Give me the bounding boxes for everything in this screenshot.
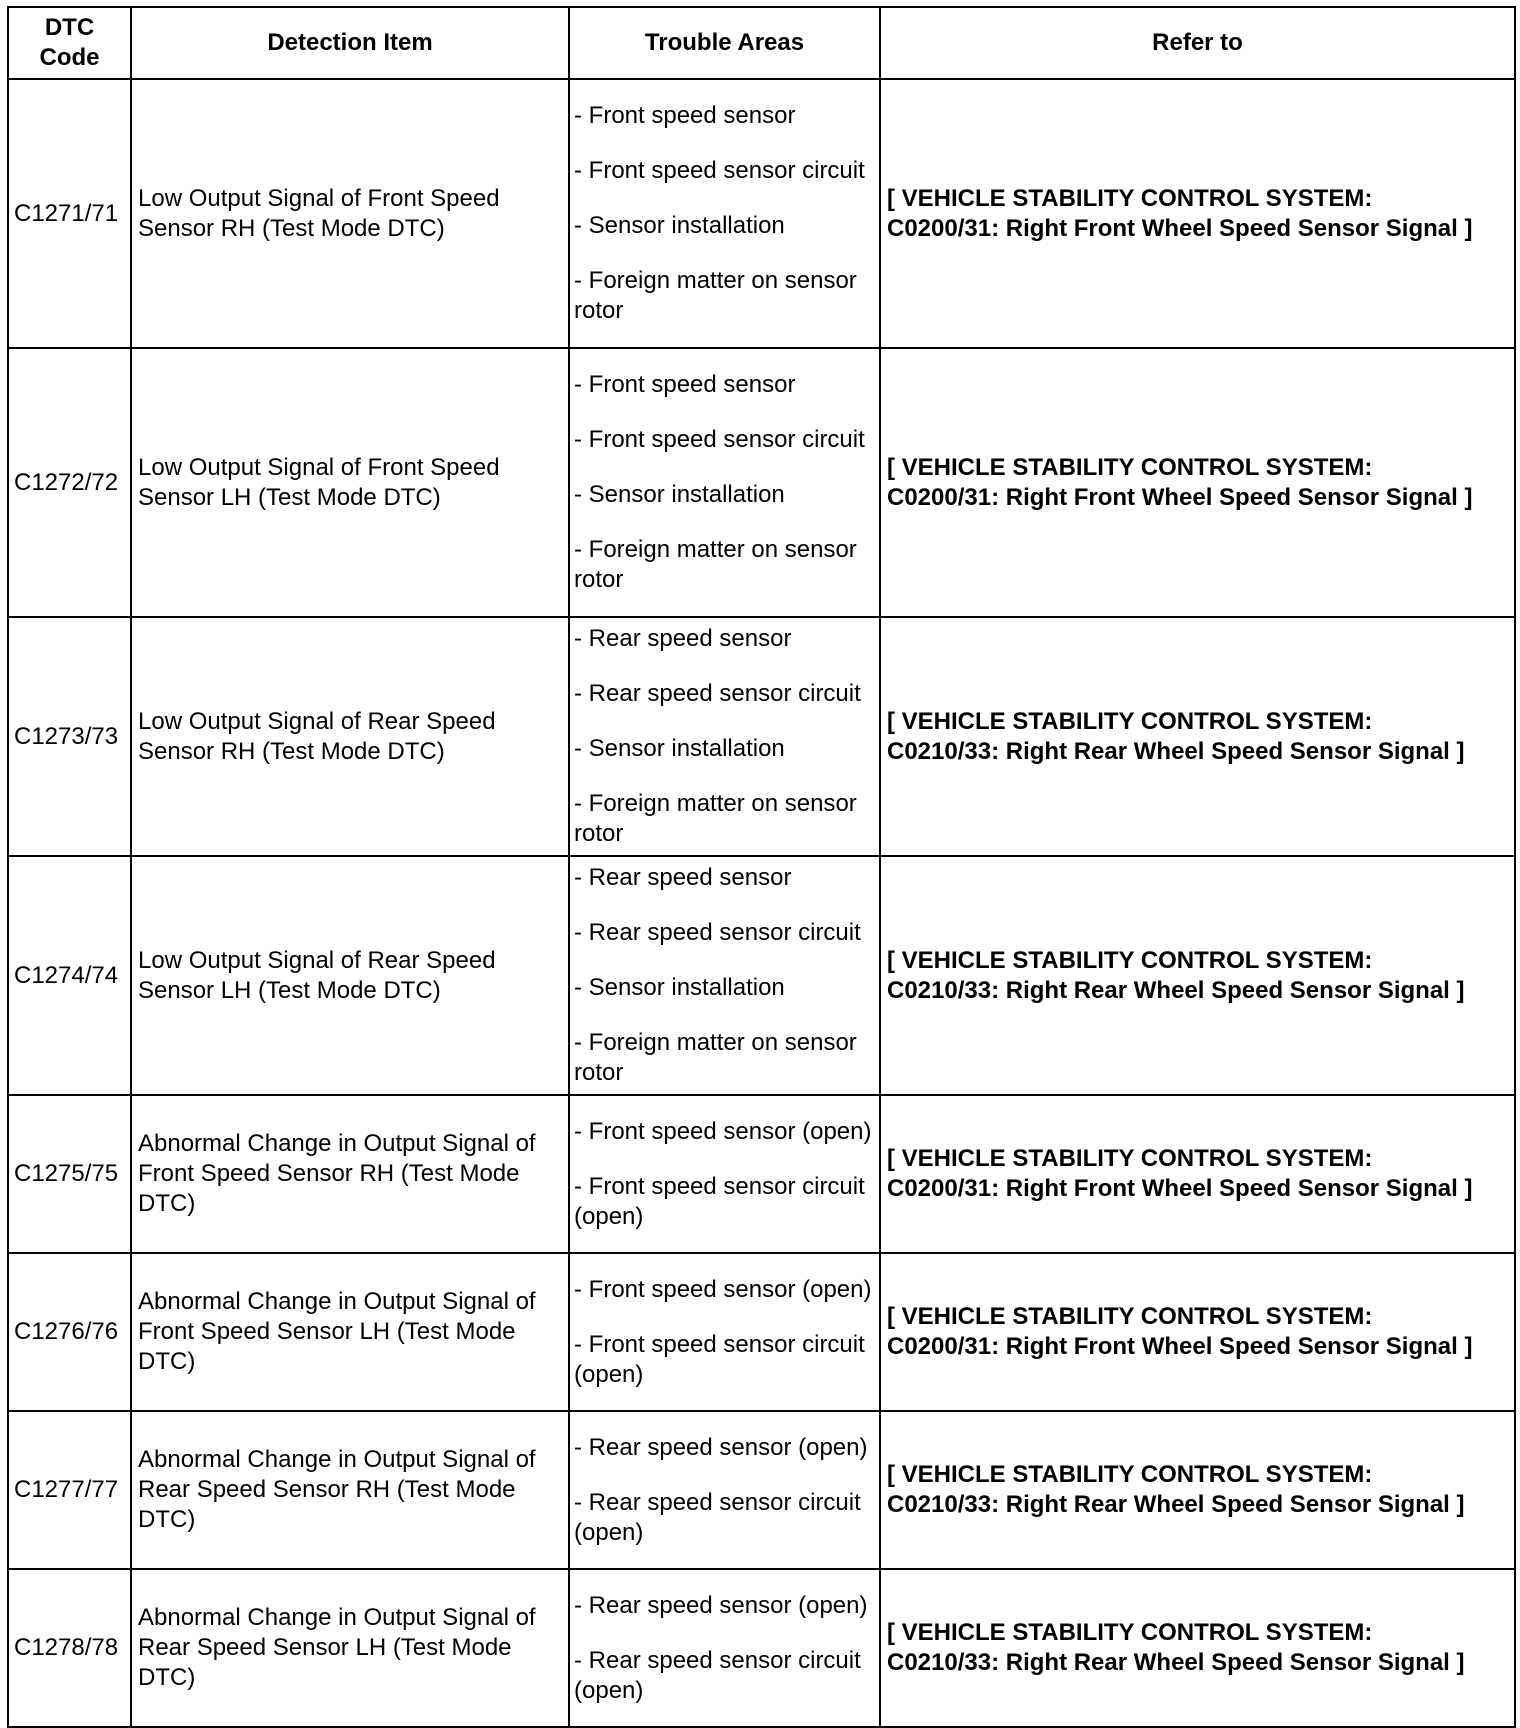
refer-link-line1[interactable]: [ VEHICLE STABILITY CONTROL SYSTEM: bbox=[887, 453, 1373, 481]
refer-link-line2[interactable]: C0200/31: Right Front Wheel Speed Sensor Signal ] bbox=[887, 214, 1473, 242]
trouble-area-item: - Front speed sensor (open) bbox=[574, 1117, 872, 1145]
trouble-area-item: - Rear speed sensor circuit (open) bbox=[574, 1488, 861, 1546]
refer-to-cell bbox=[880, 1411, 1515, 1569]
refer-link-line2[interactable]: C0210/33: Right Rear Wheel Speed Sensor Signal ] bbox=[887, 976, 1465, 1004]
trouble-area-item: - Sensor installation bbox=[574, 735, 785, 762]
dtc-code-cell: C1277/77 bbox=[8, 1411, 131, 1569]
table-row bbox=[8, 1411, 1515, 1569]
refer-link-line2[interactable]: C0210/33: Right Rear Wheel Speed Sensor Signal ] bbox=[887, 1649, 1465, 1676]
dtc-table bbox=[7, 6, 1516, 1728]
trouble-area-item: - Front speed sensor circuit bbox=[574, 157, 865, 184]
refer-link-line1[interactable]: [ VEHICLE STABILITY CONTROL SYSTEM: bbox=[887, 1619, 1373, 1646]
header-dtc-code-line2: Code bbox=[39, 44, 100, 71]
trouble-area-item: - Sensor installation bbox=[574, 481, 785, 508]
trouble-area-item: - Front speed sensor bbox=[574, 102, 796, 129]
refer-link-line2[interactable]: C0210/33: Right Rear Wheel Speed Sensor Signal ] bbox=[887, 1491, 1465, 1518]
dtc-code-cell: C1272/72 bbox=[8, 348, 131, 617]
trouble-area-item: - Rear speed sensor circuit (open) bbox=[574, 1646, 861, 1704]
trouble-areas-cell bbox=[569, 856, 880, 1095]
trouble-areas-cell bbox=[569, 348, 880, 617]
refer-link-line1[interactable]: [ VEHICLE STABILITY CONTROL SYSTEM: bbox=[887, 707, 1373, 735]
refer-link-line1[interactable]: [ VEHICLE STABILITY CONTROL SYSTEM: bbox=[887, 1145, 1373, 1172]
trouble-areas-cell bbox=[569, 617, 880, 856]
trouble-area-item: - Rear speed sensor circuit bbox=[574, 680, 861, 707]
dtc-code-cell: C1273/73 bbox=[8, 617, 131, 856]
trouble-area-item: - Rear speed sensor (open) bbox=[574, 1433, 868, 1461]
trouble-areas-cell bbox=[569, 1411, 880, 1569]
refer-link-line1[interactable]: [ VEHICLE STABILITY CONTROL SYSTEM: bbox=[887, 184, 1373, 212]
trouble-area-item: - Sensor installation bbox=[574, 974, 785, 1001]
trouble-area-item: - Front speed sensor circuit (open) bbox=[574, 1172, 865, 1230]
header-detection-item: Detection Item bbox=[131, 7, 569, 79]
refer-link-line1[interactable]: [ VEHICLE STABILITY CONTROL SYSTEM: bbox=[887, 1303, 1373, 1330]
trouble-area-item: - Foreign matter on sensor rotor bbox=[574, 1029, 857, 1086]
refer-to-cell bbox=[880, 1253, 1515, 1411]
detection-item-cell: Low Output Signal of Rear Speed Sensor RH (Test Mode DTC) bbox=[131, 617, 569, 856]
trouble-area-item: - Rear speed sensor circuit bbox=[574, 919, 861, 946]
refer-link-line1[interactable]: [ VEHICLE STABILITY CONTROL SYSTEM: bbox=[887, 946, 1373, 974]
header-row bbox=[8, 7, 1515, 79]
table-row bbox=[8, 856, 1515, 1095]
dtc-code-cell: C1278/78 bbox=[8, 1569, 131, 1727]
header-dtc-code bbox=[8, 7, 131, 79]
table-row bbox=[8, 1095, 1515, 1253]
trouble-areas-cell bbox=[569, 1095, 880, 1253]
trouble-area-item: - Front speed sensor bbox=[574, 371, 796, 398]
refer-to-cell bbox=[880, 1569, 1515, 1727]
table-row bbox=[8, 1253, 1515, 1411]
refer-link-line2[interactable]: C0200/31: Right Front Wheel Speed Sensor Signal ] bbox=[887, 483, 1473, 511]
trouble-area-item: - Foreign matter on sensor rotor bbox=[574, 536, 857, 593]
refer-link-line2[interactable]: C0200/31: Right Front Wheel Speed Sensor Signal ] bbox=[887, 1333, 1473, 1360]
refer-link-line2[interactable]: C0200/31: Right Front Wheel Speed Sensor Signal ] bbox=[887, 1175, 1473, 1202]
refer-to-cell bbox=[880, 1095, 1515, 1253]
detection-item-cell: Low Output Signal of Front Speed Sensor LH (Test Mode DTC) bbox=[131, 348, 569, 617]
trouble-areas-cell bbox=[569, 1253, 880, 1411]
table-row bbox=[8, 617, 1515, 856]
trouble-area-item: - Rear speed sensor bbox=[574, 625, 792, 652]
detection-item-cell: Low Output Signal of Front Speed Sensor RH (Test Mode DTC) bbox=[131, 79, 569, 348]
trouble-area-item: - Front speed sensor (open) bbox=[574, 1275, 872, 1303]
header-trouble-areas: Trouble Areas bbox=[569, 7, 880, 79]
trouble-area-item: - Foreign matter on sensor rotor bbox=[574, 267, 857, 324]
refer-link-line1[interactable]: [ VEHICLE STABILITY CONTROL SYSTEM: bbox=[887, 1461, 1373, 1488]
refer-to-cell bbox=[880, 617, 1515, 856]
dtc-code-cell: C1274/74 bbox=[8, 856, 131, 1095]
trouble-areas-cell bbox=[569, 1569, 880, 1727]
refer-link-line2[interactable]: C0210/33: Right Rear Wheel Speed Sensor Signal ] bbox=[887, 737, 1465, 765]
trouble-area-item: - Rear speed sensor bbox=[574, 864, 792, 891]
trouble-area-item: - Foreign matter on sensor rotor bbox=[574, 790, 857, 847]
trouble-area-item: - Rear speed sensor (open) bbox=[574, 1591, 868, 1619]
trouble-areas-cell bbox=[569, 79, 880, 348]
table-row bbox=[8, 79, 1515, 348]
trouble-area-item: - Front speed sensor circuit bbox=[574, 426, 865, 453]
refer-to-cell bbox=[880, 79, 1515, 348]
detection-item-cell: Abnormal Change in Output Signal of Front Speed Sensor LH (Test Mode DTC) bbox=[131, 1253, 569, 1411]
trouble-area-item: - Front speed sensor circuit (open) bbox=[574, 1330, 865, 1388]
refer-to-cell bbox=[880, 856, 1515, 1095]
detection-item-cell: Abnormal Change in Output Signal of Rear Speed Sensor RH (Test Mode DTC) bbox=[131, 1411, 569, 1569]
refer-to-cell bbox=[880, 348, 1515, 617]
trouble-area-item: - Sensor installation bbox=[574, 212, 785, 239]
detection-item-cell: Abnormal Change in Output Signal of Rear Speed Sensor LH (Test Mode DTC) bbox=[131, 1569, 569, 1727]
dtc-code-cell: C1276/76 bbox=[8, 1253, 131, 1411]
dtc-code-cell: C1275/75 bbox=[8, 1095, 131, 1253]
dtc-code-cell: C1271/71 bbox=[8, 79, 131, 348]
detection-item-cell: Low Output Signal of Rear Speed Sensor LH (Test Mode DTC) bbox=[131, 856, 569, 1095]
detection-item-cell: Abnormal Change in Output Signal of Front Speed Sensor RH (Test Mode DTC) bbox=[131, 1095, 569, 1253]
header-refer-to: Refer to bbox=[880, 7, 1515, 79]
table-row bbox=[8, 348, 1515, 617]
header-dtc-code-line1: DTC bbox=[44, 14, 95, 41]
table-row bbox=[8, 1569, 1515, 1727]
